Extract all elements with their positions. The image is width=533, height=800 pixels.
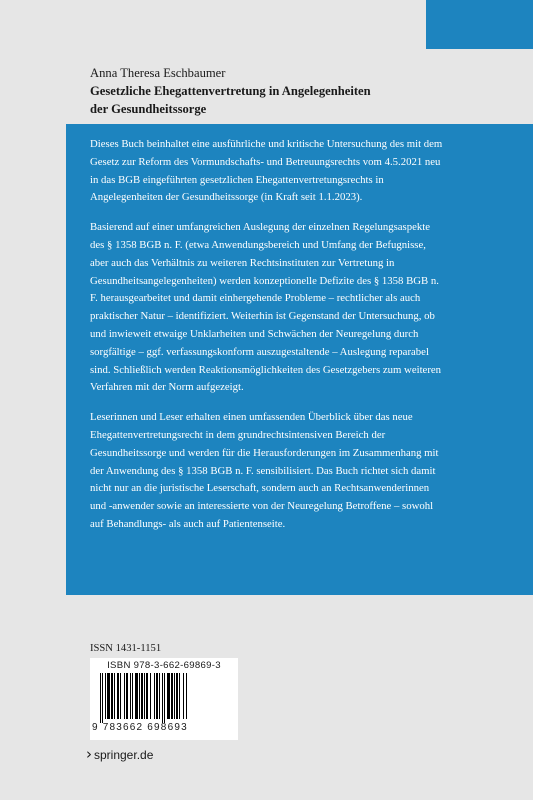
barcode-bar <box>150 673 151 719</box>
barcode-bar <box>186 673 187 719</box>
isbn-digits: 9 783662 698693 <box>92 722 188 733</box>
barcode-bar <box>183 673 184 719</box>
barcode-bar <box>135 673 138 719</box>
barcode-bar <box>111 673 113 719</box>
barcode-bar <box>107 673 110 719</box>
barcode-bar <box>139 673 140 719</box>
barcode-bar <box>124 673 125 719</box>
barcode-bar <box>171 673 173 719</box>
barcode-bar <box>159 673 160 719</box>
barcode-bar <box>179 673 180 719</box>
back-cover-blurb <box>90 136 445 546</box>
barcode-bar <box>154 673 155 719</box>
barcode-bar <box>144 673 145 719</box>
barcode-bar <box>100 673 101 723</box>
issn-number: ISSN 1431-1151 <box>90 643 162 654</box>
barcode-bar <box>167 673 170 719</box>
barcode-bar <box>132 673 133 719</box>
barcode-bar <box>146 673 148 719</box>
barcode-bar <box>105 673 106 719</box>
barcode-bar <box>174 673 175 719</box>
barcode-bar <box>176 673 178 719</box>
barcode-bar <box>114 673 115 719</box>
barcode-bar <box>120 673 121 719</box>
book-title-line2: der Gesundheitssorge <box>90 102 207 116</box>
isbn-label: ISBN 978-3-662-69869-3 <box>107 660 221 671</box>
blue-corner-strip <box>426 0 533 49</box>
top-stripe <box>0 0 426 49</box>
blurb-paragraph-1: Dieses Buch beinhaltet eine ausführliche und kritische Untersuchung des mit dem Gesetz zur Reform des Vormundschafts- und Betreuungsrechts vom 4.5.2021 neu in das BGB eingeführten gesetzlichen Ehegattenvertretungsrechts in Angelegenheiten der Gesundheitssorge (in Kraft seit 1.1.2023). <box>90 138 443 204</box>
barcode-bar <box>130 673 131 719</box>
isbn-barcode <box>90 658 238 740</box>
chevron-right-icon: › <box>86 745 92 763</box>
barcode-bar <box>164 673 165 723</box>
barcode-bar <box>156 673 158 719</box>
barcode-bar <box>141 673 143 719</box>
barcode-bar <box>117 673 119 719</box>
blurb-paragraph-3: Leserinnen und Leser erhalten einen umfassenden Überblick über das neue Ehegattenvertretungsrecht in dem grundrechtsintensiven Bereich der Gesundheitssorge und werden für die Herausforderungen im Zusammenhang mit der Anwendung des § 1358 BGB n. F. sensibilisiert. Das Buch richtet sich damit nicht nur an die juristische Leserschaft, sondern auch an Rechtsanwenderinnen und -anwender sowie an interessierte von der Neuregelung Betroffene – sowohl auf Behandlungs- als auch auf Patientenseite. <box>90 411 439 530</box>
barcode-bar <box>102 673 103 723</box>
publisher-url: springer.de <box>94 747 154 762</box>
cover-header <box>90 64 470 118</box>
barcode-icon <box>100 673 228 723</box>
author-name: Anna Theresa Eschbaumer <box>90 66 226 80</box>
barcode-bar <box>126 673 128 719</box>
publisher-logo <box>86 747 153 762</box>
blurb-paragraph-2: Basierend auf einer umfangreichen Auslegung der einzelnen Regelungsaspekte des § 1358 BGB n. F. (etwa Anwendungsbereich und Umfang der Befugnisse, aber auch das Verhältnis zu weiteren Rechtsinstituten zur Vertretung in Gesundheitsangelegenheiten) werden konzeptionelle Defizite des § 1358 BGB n. F. herausgearbeitet und damit einhergehende Probleme – rechtlicher als auch praktischer Natur – identifiziert. Weiterhin ist Gegenstand der Untersuchung, ob und inwieweit etwaige Unklarheiten und Schwächen der Neuregelung durch sorgfältige – ggf. verfassungskonform auszugestaltende – Auslegung reparabel sind. Schließlich werden Reaktionsmöglichkeiten des Gesetzgebers zum weiteren Verfahren mit der Norm aufgezeigt. <box>90 221 442 394</box>
book-title-line1: Gesetzliche Ehegattenvertretung in Angelegenheiten <box>90 84 371 98</box>
barcode-bar <box>162 673 163 723</box>
